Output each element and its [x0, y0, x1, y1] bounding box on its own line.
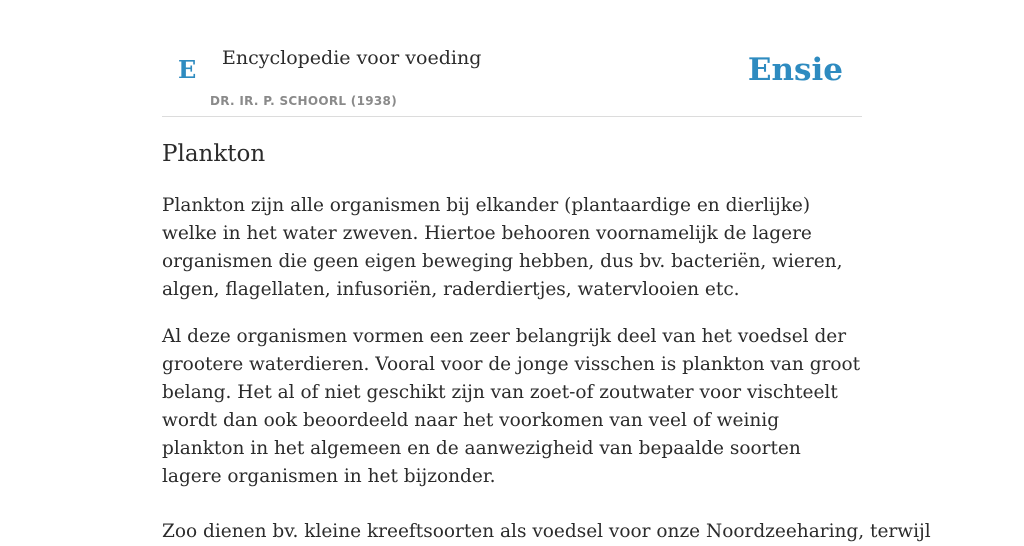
- entry-content: [162, 136, 931, 546]
- book-author: DR. IR. P. SCHOORL (1938): [210, 94, 397, 108]
- entry-paragraph-2: Al deze organismen vormen een zeer belangrijk deel van het voedsel der grootere waterdieren. Vooral voor de jonge visschen is plankton van groot belang. Het al of niet geschikt zijn van zoet-of zoutwater voor vischteelt wordt dan ook beoordeeld naar het voorkomen van veel of weinig plankton in het algemeen en de aanwezigheid van bepaalde soorten lagere organismen in het bijzonder.: [162, 326, 861, 487]
- ensie-brand-logo[interactable]: Ensie: [747, 52, 843, 88]
- entry-paragraph-3: Zoo dienen bv. kleine kreeftsoorten als voedsel voor onze Noordzeeharing, terwijl: [162, 521, 931, 542]
- site-header: [162, 0, 862, 117]
- entry-title: Plankton: [162, 141, 266, 167]
- book-logo-link[interactable]: E: [178, 55, 197, 84]
- entry-paragraph-1: Plankton zijn alle organismen bij elkander (plantaardige en dierlijke) welke in het water zweven. Hiertoe behooren voornamelijk de lagere organismen die geen eigen beweging hebben, dus bv. bacteriën, wieren, algen, flagellaten, infusoriën, raderdiertjes, watervlooien etc.: [162, 195, 843, 300]
- book-title-link[interactable]: Encyclopedie voor voeding: [222, 47, 482, 69]
